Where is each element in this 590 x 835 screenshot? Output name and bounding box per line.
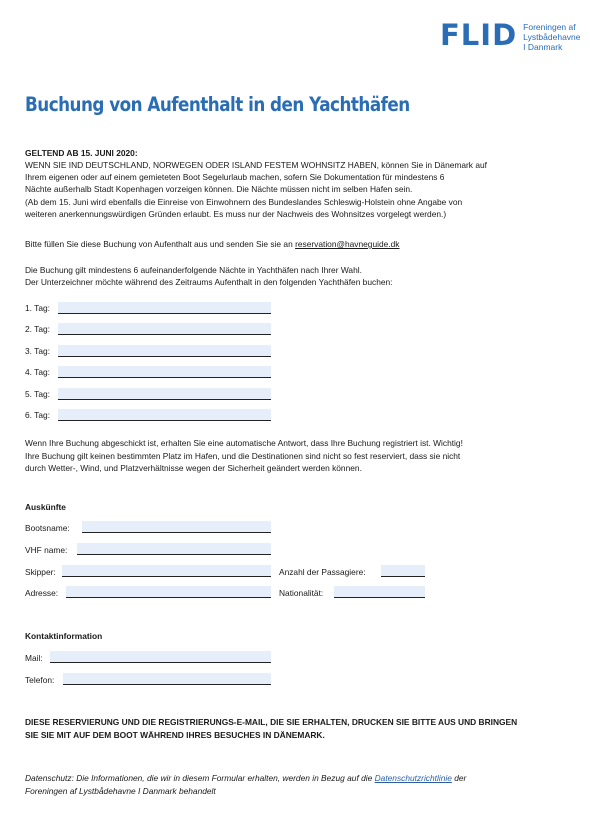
intro-heading: GELTEND AB 15. JUNI 2020: (25, 148, 138, 158)
rule-line-1: Die Buchung gilt mindestens 6 aufeinanderfolgende Nächte in Yachthäfen nach Ihrer Wahl. (25, 265, 362, 275)
info-heading: Auskünfte (25, 502, 66, 512)
privacy-text-end: der (451, 773, 467, 783)
phone-field[interactable] (63, 673, 271, 685)
privacy-line-2: Foreningen af Lystbådehavne I Danmark behandelt (25, 786, 216, 796)
privacy-text: Datenschutz: Die Informationen, die wir in diesem Formular erhalten, werden in Bezug auf die (25, 773, 375, 783)
notice-line-1: Wenn Ihre Buchung abgeschickt ist, erhalten Sie eine automatische Antwort, dass Ihre Buchung registriert ist. Wichtig! (25, 438, 463, 448)
skipper-field[interactable] (62, 565, 271, 577)
privacy-line-1 (25, 772, 466, 784)
vhf-name-field[interactable] (77, 543, 271, 555)
boat-name-field[interactable] (82, 521, 271, 533)
day-field-2[interactable] (58, 323, 271, 335)
address-field[interactable] (66, 586, 271, 598)
logo-text (523, 22, 580, 52)
day-label-6: 6. Tag: (25, 410, 50, 420)
day-label-2: 2. Tag: (25, 324, 50, 334)
day-field-1[interactable] (58, 302, 271, 314)
day-label-1: 1. Tag: (25, 303, 50, 313)
skipper-label: Skipper: (25, 567, 56, 577)
intro-line-5: weiteren anerkennungswürdigen Gründen erlaubt. Es muss nur der Nachweis des Wohnsitzes vorgelegt werden.) (25, 209, 447, 219)
page-title: Buchung von Aufenthalt in den Yachthäfen (25, 93, 410, 116)
day-field-6[interactable] (58, 409, 271, 421)
logo-line-1: Foreningen af (523, 22, 576, 32)
rule-line-2: Der Unterzeichner möchte während des Zeitraums Aufenthalt in den folgenden Yachthäfen buchen: (25, 277, 393, 287)
address-label: Adresse: (25, 588, 59, 598)
day-label-4: 4. Tag: (25, 367, 50, 377)
notice-line-3: durch Wetter-, Wind, und Platzverhältnisse wegen der Sicherheit geändert werden können. (25, 463, 362, 473)
intro-line-1: WENN SIE IND DEUTSCHLAND, NORWEGEN ODER ISLAND FESTEM WOHNSITZ HABEN, können Sie in Dänemark auf (25, 160, 487, 170)
privacy-policy-link[interactable]: Datenschutzrichtlinie (374, 773, 452, 783)
print-notice-line-1: DIESE RESERVIERUNG UND DIE REGISTRIERUNGS-E-MAIL, DIE SIE ERHALTEN, DRUCKEN SIE BITTE AUS UND BRINGEN (25, 717, 518, 727)
passengers-field[interactable] (381, 565, 425, 577)
intro-line-3: Nächte außerhalb Stadt Kopenhagen vorzeigen können. Die Nächte müssen nicht im selben Hafen sein. (25, 184, 413, 194)
day-field-4[interactable] (58, 366, 271, 378)
intro-line-4: (Ab dem 15. Juni wird ebenfalls die Einreise von Einwohnern des Bundeslandes Schleswig-Holstein ohne Angabe von (25, 197, 463, 207)
day-label-3: 3. Tag: (25, 346, 50, 356)
logo-line-3: I Danmark (523, 42, 563, 52)
send-instruction (25, 238, 399, 250)
intro-line-2: Ihrem eigenen oder auf einem gemieteten Boot Segelurlaub machen, sofern Sie Dokumentation für mindestens 6 (25, 172, 445, 182)
logo (440, 20, 581, 52)
contact-heading: Kontaktinformation (25, 631, 103, 641)
day-label-5: 5. Tag: (25, 389, 50, 399)
phone-label: Telefon: (25, 675, 55, 685)
nationality-label: Nationalität: (279, 588, 324, 598)
email-link[interactable]: reservation@havneguide.dk (295, 239, 400, 249)
day-field-3[interactable] (58, 345, 271, 357)
print-notice-line-2: SIE SIE MIT AUF DEM BOOT WÄHREND IHRES BESUCHES IN DÄNEMARK. (25, 730, 325, 740)
mail-field[interactable] (50, 651, 271, 663)
day-field-5[interactable] (58, 388, 271, 400)
vhf-name-label: VHF name: (25, 545, 68, 555)
notice-line-2: Ihre Buchung gilt keinen bestimmten Platz im Hafen, und die Destinationen sind nicht so fest reserviert, dass sie nicht (25, 451, 461, 461)
nationality-field[interactable] (334, 586, 425, 598)
boat-name-label: Bootsname: (25, 523, 70, 533)
mail-label: Mail: (25, 653, 43, 663)
logo-mark: FLID (440, 18, 518, 52)
passengers-label: Anzahl der Passagiere: (279, 567, 366, 577)
logo-line-2: Lystbådehavne (523, 32, 581, 42)
send-text: Bitte füllen Sie diese Buchung von Aufenthalt aus und senden Sie sie an (25, 239, 296, 249)
